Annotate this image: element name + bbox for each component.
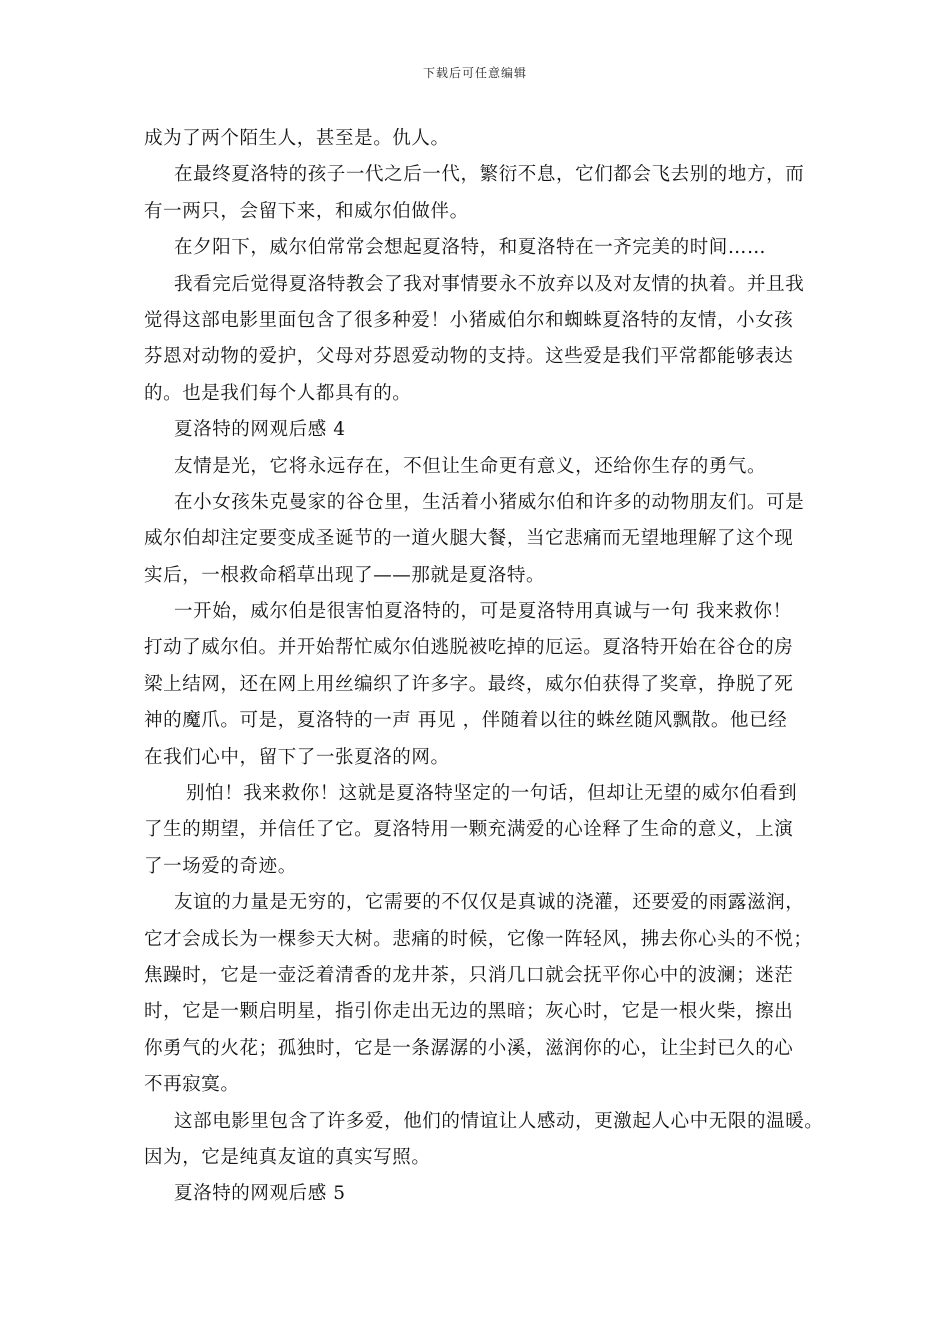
text-line: 不再寂寞。: [144, 1074, 240, 1096]
document-body: [144, 121, 824, 1213]
text-line: 焦躁时，它是一壶泛着清香的龙井茶，只消几口就会抚平你心中的波澜；迷茫: [144, 964, 794, 986]
text-line: 这部电影里包含了许多爱，他们的情谊让人感动，更激起人心中无限的温暖。: [174, 1110, 824, 1132]
text-line: 在小女孩朱克曼家的谷仓里，生活着小猪威尔伯和许多的动物朋友们。可是: [174, 491, 805, 513]
text-line: 我看完后觉得夏洛特教会了我对事情要永不放弃以及对友情的执着。并且我: [174, 273, 805, 295]
text-line: 一开始，威尔伯是很害怕夏洛特的，可是夏洛特用真诚与一句 我来救你！: [174, 601, 792, 623]
section-heading: 夏洛特的网观后感 5: [174, 1183, 346, 1205]
text-line: 有一两只，会留下来，和威尔伯做伴。: [144, 200, 469, 222]
text-line: 别怕！我来救你！这就是夏洛特坚定的一句话，但却让无望的威尔伯看到: [186, 783, 798, 805]
text-line: 在我们心中，留下了一张夏洛的网。: [144, 746, 450, 768]
text-line: 了一场爱的奇迹。: [144, 855, 297, 877]
text-line: 成为了两个陌生人，甚至是。仇人。: [144, 128, 450, 149]
section-heading: 夏洛特的网观后感 4: [174, 419, 346, 441]
text-line: 了生的期望，并信任了它。夏洛特用一颗充满爱的心诠释了生命的意义，上演: [144, 819, 794, 841]
text-line: 时，它是一颗启明星，指引你走出无边的黑暗；灰心时，它是一根火柴，擦出: [144, 1001, 794, 1023]
text-line: 芬恩对动物的爱护，父母对芬恩爱动物的支持。这些爱是我们平常都能够表达: [144, 346, 794, 368]
text-line: 威尔伯却注定要变成圣诞节的一道火腿大餐，当它悲痛而无望地理解了这个现: [144, 528, 794, 550]
text-line: 实后，一根救命稻草出现了——那就是夏洛特。: [144, 564, 546, 586]
text-line: 它才会成长为一棵参天大树。悲痛的时候，它像一阵轻风，拂去你心头的不悦；: [144, 928, 813, 950]
text-line: 你勇气的火花；孤独时，它是一条潺潺的小溪，滋润你的心，让尘封已久的心: [144, 1037, 794, 1059]
text-line: 神的魔爪。可是，夏洛特的一声 再见 ，伴随着以往的蛛丝随风飘散。他已经: [144, 710, 788, 732]
text-line: 梁上结网，还在网上用丝编织了许多字。最终，威尔伯获得了奖章，挣脱了死: [144, 673, 794, 695]
text-line: 友谊的力量是无穷的，它需要的不仅仅是真诚的浇灌，还要爱的雨露滋润，: [174, 892, 805, 914]
text-line: 在最终夏洛特的孩子一代之后一代，繁衍不息，它们都会飞去别的地方，而: [174, 164, 805, 186]
page-header: 下载后可任意编辑: [422, 66, 527, 80]
text-line: 友情是光，它将永远存在，不但让生命更有意义，还给你生存的勇气。: [174, 455, 767, 477]
text-line: 在夕阳下，威尔伯常常会想起夏洛特，和夏洛特在一齐完美的时间……: [174, 237, 767, 259]
text-line: 觉得这部电影里面包含了很多种爱！小猪威伯尔和蜘蛛夏洛特的友情，小女孩: [144, 309, 794, 331]
text-line: 的。也是我们每个人都具有的。: [144, 382, 412, 404]
text-line: 打动了威尔伯。并开始帮忙威尔伯逃脱被吃掉的厄运。夏洛特开始在谷仓的房: [144, 637, 794, 659]
text-line: 因为，它是纯真友谊的真实写照。: [144, 1146, 431, 1168]
